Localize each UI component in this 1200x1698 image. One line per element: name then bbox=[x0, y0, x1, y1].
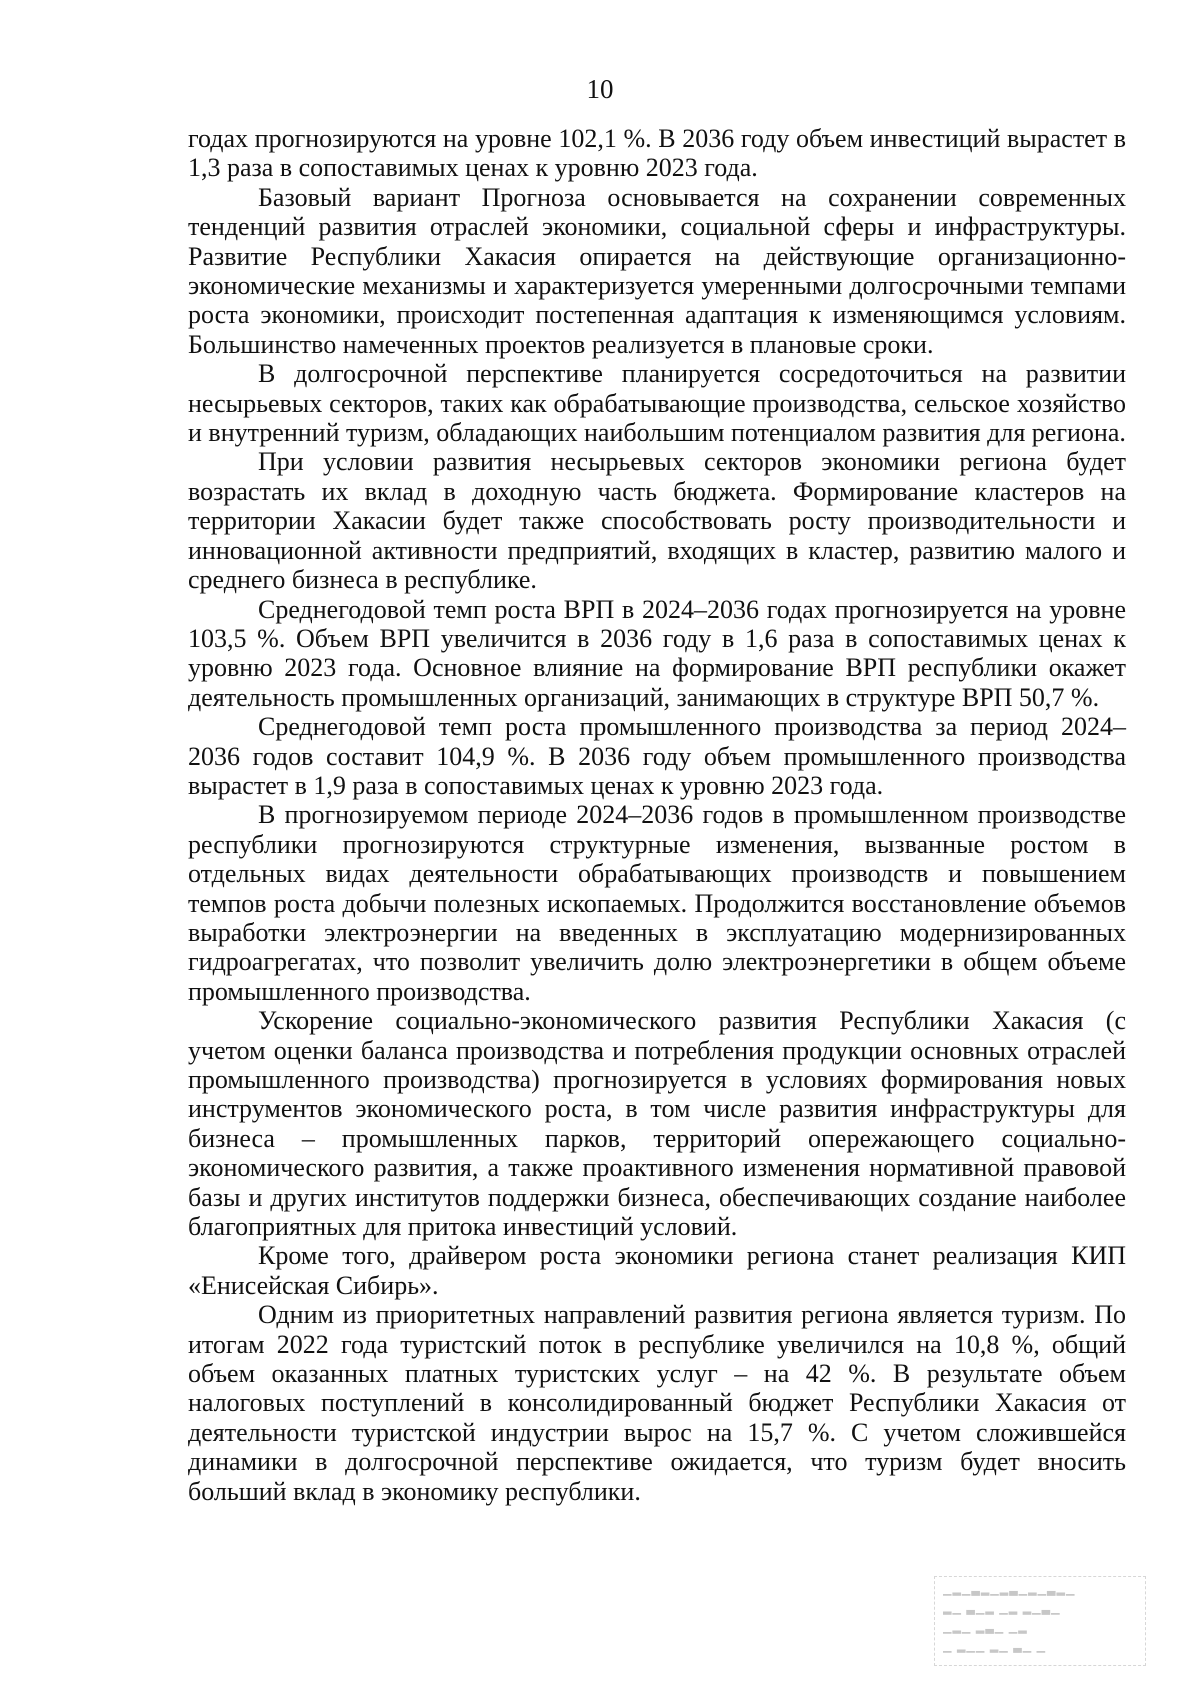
paragraph-investment-continuation: годах прогнозируются на уровне 102,1 %. В 2036 году объем инвестиций вырастет в 1,3 раза в сопоставимых ценах к уровню 2023 года. bbox=[188, 124, 1126, 183]
faded-stamp: ▁▂▁▃▂▁▂▃▁▂▁▃▂▁ ▂▁ ▃▁▂ ▁▂ ▂▁▃▁ ▁▂▁ ▂▃▁ ▁▂ ▁ ▂▁▁ ▂▁ ▃▁ ▁ bbox=[934, 1576, 1146, 1666]
paragraph-non-resource-sectors: При условии развития несырьевых секторов экономики региона будет возрастать их вклад в доходную часть бюджета. Формирование кластеров на территории Хакасии будет также способствовать росту производительности и инновационной активности предприятий, входящих в кластер, развитию малого и среднего бизнеса в республике. bbox=[188, 447, 1126, 595]
paragraph-structural-changes: В прогнозируемом периоде 2024–2036 годов в промышленном производстве республики прогнозируются структурные изменения, вызванные ростом в отдельных видах деятельности обрабатывающих производств и повышением темпов роста добычи полезных ископаемых. Продолжится восстановление объемов выработки электроэнергии на введенных в эксплуатацию модернизированных гидроагрегатах, что позволит увеличить долю электроэнергетики в общем объеме промышленного производства. bbox=[188, 800, 1126, 1006]
paragraph-kip-driver: Кроме того, драйвером роста экономики региона станет реализация КИП «Енисейская Сибирь». bbox=[188, 1241, 1126, 1300]
page-number: 10 bbox=[586, 74, 614, 104]
paragraph-acceleration: Ускорение социально-экономического развития Республики Хакасия (с учетом оценки баланса производства и потребления продукции основных отраслей промышленного производства) прогнозируется в условиях формирования новых инструментов экономического роста, в том числе развития инфраструктуры для бизнеса – промышленных парков, территорий опережающего социально-экономического развития, а также проактивного изменения нормативной правовой базы и других институтов поддержки бизнеса, обеспечивающих создание наиболее благоприятных для притока инвестиций условий. bbox=[188, 1006, 1126, 1242]
paragraph-tourism: Одним из приоритетных направлений развития региона является туризм. По итогам 2022 года туристский поток в республике увеличился на 10,8 %, общий объем оказанных платных туристских услуг – на 42 %. В результате объем налоговых поступлений в консолидированный бюджет Республики Хакасия от деятельности туристской индустрии вырос на 15,7 %. С учетом сложившейся динамики в долгосрочной перспективе ожидается, что туризм будет вносить больший вклад в экономику республики. bbox=[188, 1300, 1126, 1506]
document-body bbox=[188, 124, 1126, 1506]
paragraph-grp-growth: Среднегодовой темп роста ВРП в 2024–2036 годах прогнозируется на уровне 103,5 %. Объем ВРП увеличится в 2036 году в 1,6 раза в сопоставимых ценах к уровню 2023 года. Основное влияние на формирование ВРП республики окажет деятельность промышленных организаций, занимающих в структуре ВРП 50,7 %. bbox=[188, 594, 1126, 712]
paragraph-industrial-growth: Среднегодовой темп роста промышленного производства за период 2024–2036 годов составит 104,9 %. В 2036 году объем промышленного производства вырастет в 1,9 раза в сопоставимых ценах к уровню 2023 года. bbox=[188, 712, 1126, 800]
paragraph-base-scenario: Базовый вариант Прогноза основывается на сохранении современных тенденций развития отраслей экономики, социальной сферы и инфраструктуры. Развитие Республики Хакасия опирается на действующие организационно-экономические механизмы и характеризуется умеренными долгосрочными темпами роста экономики, происходит постепенная адаптация к изменяющимся условиям. Большинство намеченных проектов реализуется в плановые сроки. bbox=[188, 182, 1126, 359]
paragraph-long-term-perspective: В долгосрочной перспективе планируется сосредоточиться на развитии несырьевых секторов, таких как обрабатывающие производства, сельское хозяйство и внутренний туризм, обладающих наибольшим потенциалом развития для региона. bbox=[188, 359, 1126, 448]
